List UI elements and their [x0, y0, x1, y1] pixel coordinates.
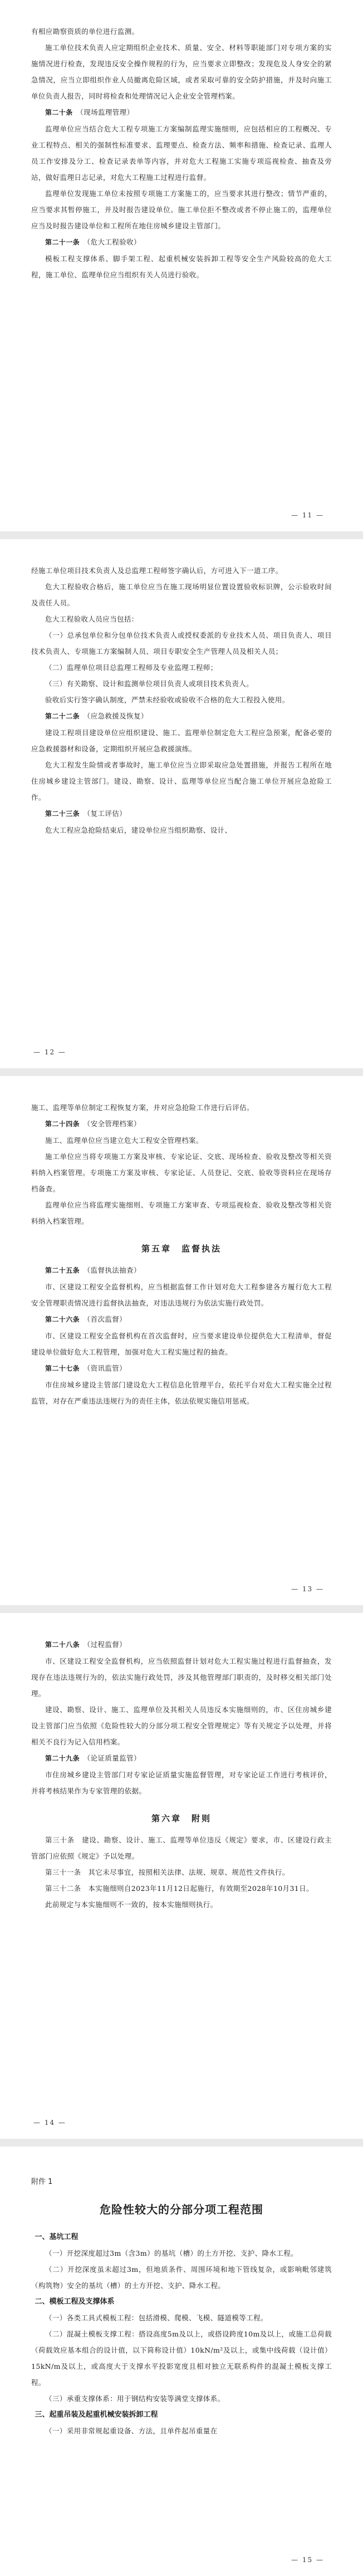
section-heading: 一、基坑工程 — [35, 2233, 79, 2241]
paragraph: 市、区建设工程安全监督机构，应当根据监督工作计划对危大工程参建各方履行危大工程安全管理职责情况进行监督执法抽查，对违法违规行为依法实施行政处罚。 — [31, 1283, 332, 1307]
article-heading — [31, 708, 332, 725]
paragraph: （二）开挖深度虽未超过3m，但地质条件、周围环境和地下管线复杂，或影响毗邻建筑（构筑物）安全的基坑（槽）的土方开挖、支护、降水工程。 — [31, 2265, 332, 2290]
paragraph: 此前规定与本实施细则不一致的，按本实施细则执行。 — [45, 1900, 218, 1909]
paragraph: 危大工程验收合格后，施工单位应当在施工现场明显位置设置验收标识牌，公示验收时间及责任人员。 — [31, 583, 332, 607]
paragraph: （一）各类工具式模板工程：包括滑模、爬模、飞模、隧道模等工程。 — [45, 2314, 268, 2322]
article-heading — [31, 1311, 332, 1328]
paragraph: 第三十一条 其它未尽事宜，按照相关法律、法规、规章、规范性文件执行。 — [45, 1868, 290, 1876]
section-heading: 三、起重吊装及起重机械安装拆卸工程 — [35, 2411, 158, 2419]
paragraph: 经施工单位项目技术负责人及总监理工程师签字确认后，方可进入下一道工序。 — [31, 566, 283, 575]
page-number: — 15 — — [291, 2556, 324, 2564]
article-number: 第二十一条 — [45, 238, 80, 246]
page-5 — [0, 2147, 363, 2576]
paragraph: （三）有关勘察、设计和监测单位项目负责人或项目技术负责人。 — [45, 680, 254, 688]
paragraph: 第三十二条 本实施细则自2023年11月12日起施行，有效期至2028年10月31日。 — [45, 1884, 313, 1893]
article-number: 第二十七条 — [45, 1365, 80, 1372]
chapter-heading: 第五章 监督执法 — [141, 1244, 222, 1254]
article-title: （危大工程验收） — [86, 238, 141, 246]
paragraph: （二）监理单位项目总监理工程师及专业监理工程师； — [45, 663, 218, 672]
paragraph: 市住房城乡建设主管部门对专家论证质量实施监督管理，对专家论证工作进行考核评价，并将考核结果作为专家管理的依据。 — [31, 1771, 332, 1795]
paragraph: 市、区建设工程安全监督机构，应当依照监督计划对危大工程实施过程进行监督抽查，发现存在违法违规行为的，依法实施行政处罚，涉及其他管理部门职责的，及时移交相关部门处理。 — [31, 1657, 332, 1698]
paragraph: 市、区建设工程安全监督机构在首次监督时，应当要求建设单位提供危大工程清单，督促建设单位做好危大工程管理，加强对危大工程实施过程的抽查。 — [31, 1332, 332, 1356]
article-heading — [31, 234, 332, 251]
paragraph: （一）采用非常规起重设备、方法，且单件起吊重量在 — [45, 2427, 218, 2435]
article-title: （复工评估） — [86, 809, 127, 818]
article-number: 第二十五条 — [45, 1267, 80, 1274]
article-heading — [31, 805, 332, 822]
annex-title: 危险性较大的分部分项工程范围 — [100, 2203, 263, 2216]
article-number: 第二十二条 — [45, 712, 80, 720]
paragraph: 建设工程项目建设单位应组织建设、施工、监理单位制定危大工程应急预案，配备必要的应急救援器材和设备，定期组织开展应急救援演练。 — [31, 729, 332, 753]
page-number: — 12 — — [33, 1048, 66, 1056]
page-4 — [0, 1613, 363, 2139]
paragraph: 施工单位应当将专项施工方案及审核、专家论证、交底、现场检查、验收及整改等相关资料纳入档案管理。专项施工方案及审核、专家论证、人员登记、交底、验收等资料应在现场存档备查。 — [31, 1152, 332, 1193]
paragraph: 监理单位应当结合危大工程专项施工方案编制监理实施细则，应包括相应的工程概况、专业工程特点、相关的强制性标准要求、监理要点、检查方法、频率和措施、检查记录、监理人员工作安排及分工、检查记录表单等内容，并对危大工程施工实施专项巡视检查、抽查及旁站，做好监理日志记录，对危大工程施工过程进行监督。 — [31, 125, 332, 182]
page-number: — 14 — — [33, 2119, 66, 2127]
article-number: 第二十八条 — [45, 1641, 80, 1649]
article-number: 第二十三条 — [45, 810, 80, 818]
paragraph: 施工、监理单位应当建立危大工程安全管理档案。 — [45, 1136, 203, 1145]
article-number: 第二十九条 — [45, 1754, 80, 1762]
article-number: 第二十四条 — [45, 1120, 80, 1128]
chapter-heading: 第六章 附则 — [151, 1814, 212, 1824]
article-number: 第二十条 — [45, 109, 73, 116]
paragraph: 施工、监理等单位制定工程恢复方案，并对应急抢险工作进行后评估。 — [31, 1103, 254, 1112]
attachment-label: 附件 1 — [31, 2178, 53, 2186]
article-heading — [31, 1262, 332, 1279]
paragraph: （二）混凝土模板支撑工程：搭设高度5m及以上，或搭设跨度10m及以上，或施工总荷载（荷载效应基本组合的设计值，以下简称设计值）10kN/m²及以上，或集中线荷载（设计值）15kN/m及以上，或高度大于支撑水平投影宽度且相对独立无联系构件的混凝土模板支撑工程。 — [31, 2330, 332, 2387]
page-number: — 13 — — [291, 1585, 324, 1593]
article-title: （首次监督） — [86, 1315, 127, 1323]
article-title: （资讯监管） — [86, 1364, 127, 1372]
paragraph: 施工单位技术负责人应定期组织企业技术、质量、安全、材料等职能部门对专项方案的实施情况进行检查，发现违反安全操作规程的行为，应当要求立即整改；发现危及人身安全的紧急情况，应当立即组织作业人员撤离危险区域，或者采取可靠的安全防护措施，并及时向施工单位负责人报告，同时将检查和处理情况记入企业安全管理档案。 — [31, 43, 332, 100]
paragraph: （一）开挖深度超过3m（含3m）的基坑（槽）的土方开挖、支护、降水工程。 — [45, 2249, 298, 2257]
section-heading: 二、模板工程及支撑体系 — [35, 2298, 115, 2306]
paragraph: 模板工程支撑体系、脚手架工程、起重机械安装拆卸工程等安全生产风险较高的危大工程，施工单位、监理单位应当组织有关人员进行验收。 — [31, 255, 332, 279]
article-number: 第二十六条 — [45, 1316, 80, 1323]
article-heading — [31, 1116, 332, 1132]
article-title: （过程监督） — [86, 1640, 127, 1649]
paragraph: 危大工程发生险情或者事故时，施工单位应当立即采取应急处置措施，并报告工程所在地住房城乡建设主管部门。建设、勘察、设计、监理等单位应当配合施工单位开展应急抢险工作。 — [31, 761, 332, 801]
article-heading — [31, 1360, 332, 1377]
article-heading — [31, 1636, 332, 1653]
article-title: （论证质量监管） — [86, 1754, 141, 1762]
article-title: （监督执法抽查） — [86, 1266, 141, 1274]
paragraph: 监理单位发现施工单位未按照专项施工方案施工的，应当要求其进行整改；情节严重的，应当要求其暂停施工，并及时报告建设单位。施工单位拒不整改或者不停止施工的，监理单位应当及时报告建设单位和工程所在地住房城乡建设主管部门。 — [31, 189, 332, 230]
article-title: （安全管理档案） — [86, 1120, 141, 1128]
paragraph: 第三十条 建设、勘察、设计、施工、监理等单位违反《规定》要求，市、区建设行政主管部门应依照《规定》予以处理。 — [31, 1836, 332, 1860]
page-2 — [0, 539, 363, 1068]
paragraph: （三）承重支撑体系：用于钢结构安装等满堂支撑体系。 — [45, 2394, 225, 2403]
article-heading — [31, 1750, 332, 1767]
article-title: （现场监理管理） — [80, 108, 134, 116]
paragraph: 监理单位应当将监理实施细则、专项施工方案审查、专项巡视检查、验收及整改等相关资料纳入档案管理。 — [31, 1201, 332, 1225]
paragraph: 建设、勘察、设计、施工、监理单位及其相关人员违反本实施细则的，市、区住房城乡建设主管部门应当依照《危险性较大的分部分项工程安全管理规定》等有关规定予以处理，并将相关不良行为记入信用档案。 — [31, 1705, 332, 1746]
paragraph: 危大工程验收人员应当包括： — [45, 615, 139, 623]
page-1 — [0, 0, 363, 531]
paragraph: （一）总承包单位和分包单位技术负责人或授权委派的专业技术人员、项目负责人、项目技术负责人、专项施工方案编制人员、项目专职安全生产管理人员及相关人员； — [31, 631, 332, 656]
paragraph: 危大工程应急抢险结束后，建设单位应当组织勘察、设计、 — [45, 826, 232, 834]
paragraph: 有相应勘察资质的单位进行监测。 — [31, 27, 139, 36]
page-number: — 11 — — [291, 511, 324, 519]
paragraph: 验收后实行签字确认制度，严禁未经验收或验收不合格的危大工程投入使用。 — [45, 696, 290, 704]
article-heading — [31, 104, 332, 121]
paragraph: 市住房城乡建设主管部门建设危大工程信息化管理平台，依托平台对危大工程实施全过程监管，对存在严重违法违规行为的责任主体，依法依规实施信用惩戒。 — [31, 1381, 332, 1405]
article-title: （应急救援及恢复） — [86, 712, 148, 720]
page-3 — [0, 1076, 363, 1605]
